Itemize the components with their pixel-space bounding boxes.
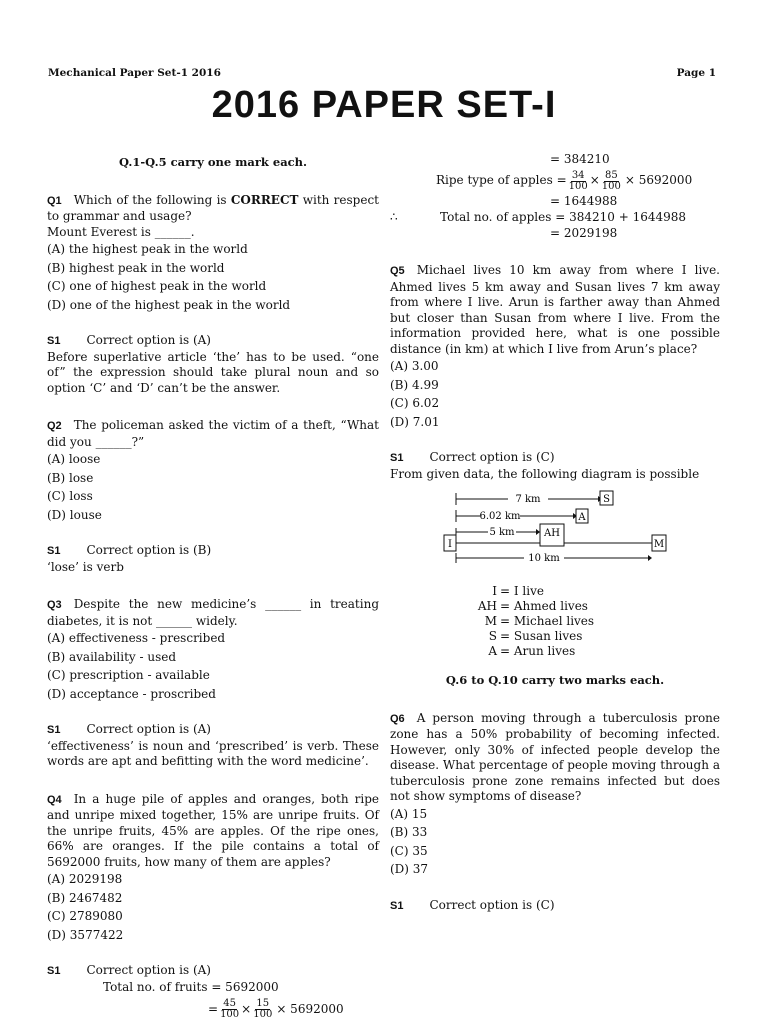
solution-label: S1: [47, 724, 61, 736]
correct-option: Correct option is (B): [86, 543, 212, 557]
label-602km: 6.02 km: [479, 511, 521, 522]
legend-row: [445, 644, 720, 659]
solution-label: S1: [47, 545, 61, 557]
label-ah: AH: [544, 528, 560, 539]
option-b: (B) 2467482: [47, 890, 123, 905]
label-10km: 10 km: [528, 553, 560, 564]
question-text: with respect to grammar and usage?: [47, 192, 379, 223]
option-b: (B) availability - used: [47, 649, 177, 664]
question-label: Q1: [47, 194, 62, 207]
legend-row: [445, 599, 720, 614]
question-2: [47, 418, 379, 523]
option-b: (B) 4.99: [390, 377, 439, 392]
option-d: (D) one of the highest peak in the world: [47, 297, 291, 312]
distance-diagram: [440, 488, 740, 578]
fraction: [220, 999, 239, 1020]
arrowhead: [536, 529, 540, 535]
correct-option: Correct option is (A): [86, 963, 211, 977]
legend-value: = I live: [500, 584, 544, 598]
numerator: 15: [256, 998, 270, 1009]
equation-label: Ripe type of apples =: [436, 173, 567, 188]
option-a: (A) loose: [47, 452, 101, 466]
solution-3: [47, 722, 379, 770]
times-sign: ×: [589, 173, 600, 188]
solution-label: S1: [390, 452, 404, 464]
section-heading-two-marks: Q.6 to Q.10 carry two marks each.: [445, 673, 665, 687]
question-1: [47, 193, 379, 314]
equation-line: = 384210: [550, 152, 610, 166]
question-label: Q5: [390, 265, 405, 277]
correct-option: Correct option is (A): [86, 333, 211, 347]
question-text: In a huge pile of apples and oranges, both ripe and unripe mixed together, 15% are unripe fruits. Of the unripe fruits, 45% are apples. Of the ripe ones, 66% are oranges. If the pile contains a total of 5692000 fruits, how many of them are apples?: [47, 791, 379, 869]
solution-text: From given data, the following diagram is possible: [390, 466, 700, 481]
solution-label: S1: [47, 965, 61, 977]
equation-line: = 1644988: [550, 193, 618, 208]
equation-line: [390, 210, 720, 226]
numerator: 45: [223, 998, 236, 1009]
solution-text: ‘effectiveness’ is noun and ‘prescribed’ is verb. These words are apt and befitting with the word medicine’.: [47, 738, 379, 768]
option-c: (C) 6.02: [390, 396, 440, 410]
fraction: [602, 171, 621, 192]
legend-row: [445, 584, 720, 599]
option-d: (D) 37: [390, 862, 429, 876]
question-label: Q6: [390, 712, 405, 725]
denominator: 100: [253, 1009, 273, 1020]
label-7km: 7 km: [515, 494, 541, 505]
diagram-legend: [445, 584, 720, 659]
page-number: Page 1: [676, 67, 716, 79]
fraction: [569, 171, 588, 192]
equation-fraction-line: [436, 171, 720, 192]
right-column: [390, 152, 720, 914]
legend-value: = Michael lives: [500, 614, 595, 628]
question-text: The policeman asked the victim of a theft, “What did you ______?”: [47, 418, 379, 449]
equation-line: = 2029198: [550, 225, 618, 240]
solution-1: [47, 333, 379, 396]
equation-fraction-line: [208, 999, 379, 1020]
denominator: 100: [601, 180, 621, 192]
question-text: Michael lives 10 km away from where I live. Ahmed lives 5 km away and Susan lives 7 km away from where I live. Arun is farther away than Ahmed but closer than Susan from where I live. From the information provided here, what is one possible distance (in km) at which I live from Arun’s place?: [390, 263, 720, 356]
question-text-bold: CORRECT: [230, 192, 299, 207]
running-header-title: Mechanical Paper Set-1 2016: [48, 67, 221, 79]
option-a: (A) 15: [390, 806, 428, 821]
arrowhead: [648, 555, 652, 561]
option-c: (C) 35: [390, 843, 428, 858]
question-text: A person moving through a tuberculosis prone zone has a 50% probability of becoming infected. However, only 30% of infected people develop the disease. What percentage of people moving through a tuberculosis prone zone remains infected but does not show symptoms of disease?: [390, 710, 720, 803]
legend-value: = Ahmed lives: [500, 599, 588, 613]
denominator: 100: [568, 180, 588, 192]
page-title: 2016 PAPER SET-I: [211, 84, 557, 126]
option-b: (B) 33: [390, 825, 428, 839]
question-label: Q4: [47, 793, 62, 806]
solution-text: Before superlative article ‘the’ has to be used. “one of” the expression should take plural noun and so option ‘C’ and ‘D’ can’t be the answer.: [47, 349, 379, 395]
fraction: [253, 999, 272, 1020]
times-sign: ×: [241, 1001, 252, 1016]
legend-key: AH: [477, 599, 497, 613]
solution-4: [47, 963, 379, 1020]
question-text: Despite the new medicine’s ______ in treating diabetes, it is not ______ widely.: [47, 597, 379, 628]
correct-option: Correct option is (C): [429, 450, 555, 464]
question-5: [390, 263, 720, 430]
label-i: I: [448, 539, 452, 550]
option-d: (D) 3577422: [47, 927, 124, 942]
solution-continuation: [390, 152, 720, 241]
legend-key: A: [488, 644, 497, 658]
question-text: Which of the following is: [73, 192, 231, 207]
label-5km: 5 km: [489, 527, 515, 538]
numerator: 34: [571, 169, 585, 181]
label-a: A: [578, 512, 586, 523]
option-c: (C) prescription - available: [47, 668, 210, 682]
therefore-symbol: ∴: [390, 210, 398, 224]
legend-value: = Susan lives: [500, 629, 583, 643]
option-d: (D) acceptance - proscribed: [47, 686, 216, 701]
legend-key: M: [484, 614, 497, 628]
option-a: (A) effectiveness - prescribed: [47, 631, 226, 645]
correct-option: Correct option is (A): [86, 722, 211, 736]
solution-text: ‘lose’ is verb: [47, 559, 124, 574]
left-column: [47, 155, 379, 1020]
label-s: S: [603, 494, 610, 505]
option-c: (C) one of highest peak in the world: [47, 279, 267, 293]
option-a: (A) 3.00: [390, 359, 439, 373]
option-a: (A) 2029198: [47, 872, 123, 886]
solution-2: [47, 543, 379, 575]
legend-key: I: [492, 584, 497, 598]
solution-label: S1: [390, 899, 404, 912]
numerator: 85: [604, 169, 618, 181]
option-a: (A) the highest peak in the world: [47, 242, 248, 256]
equation-tail: × 5692000: [276, 1001, 344, 1016]
option-d: (D) 7.01: [390, 414, 440, 429]
legend-key: S: [488, 629, 497, 643]
legend-value: = Arun lives: [500, 644, 576, 658]
equation-line: Total no. of fruits = 5692000: [103, 979, 279, 994]
equation-tail: × 5692000: [624, 173, 693, 188]
option-b: (B) highest peak in the world: [47, 260, 225, 275]
question-4: [47, 792, 379, 944]
question-3: [47, 597, 379, 702]
question-label: Q3: [47, 599, 62, 611]
solution-5: [390, 450, 720, 482]
correct-option: Correct option is (C): [429, 897, 555, 912]
option-c: (C) 2789080: [47, 909, 123, 923]
solution-6: [390, 898, 720, 915]
legend-row: [445, 629, 720, 644]
equals-sign: =: [208, 1001, 219, 1016]
label-m: M: [653, 539, 665, 550]
option-b: (B) lose: [47, 470, 94, 485]
option-c: (C) loss: [47, 489, 93, 503]
option-d: (D) louse: [47, 507, 102, 522]
denominator: 100: [220, 1009, 240, 1020]
question-label: Q2: [47, 420, 62, 432]
section-heading-one-mark: Q.1-Q.5 carry one mark each.: [118, 155, 308, 169]
solution-label: S1: [47, 335, 61, 347]
legend-row: [445, 614, 720, 629]
question-6: [390, 711, 720, 878]
equation-text: Total no. of apples = 384210 + 1644988: [440, 210, 687, 224]
question-text-line2: Mount Everest is ______.: [47, 224, 195, 239]
